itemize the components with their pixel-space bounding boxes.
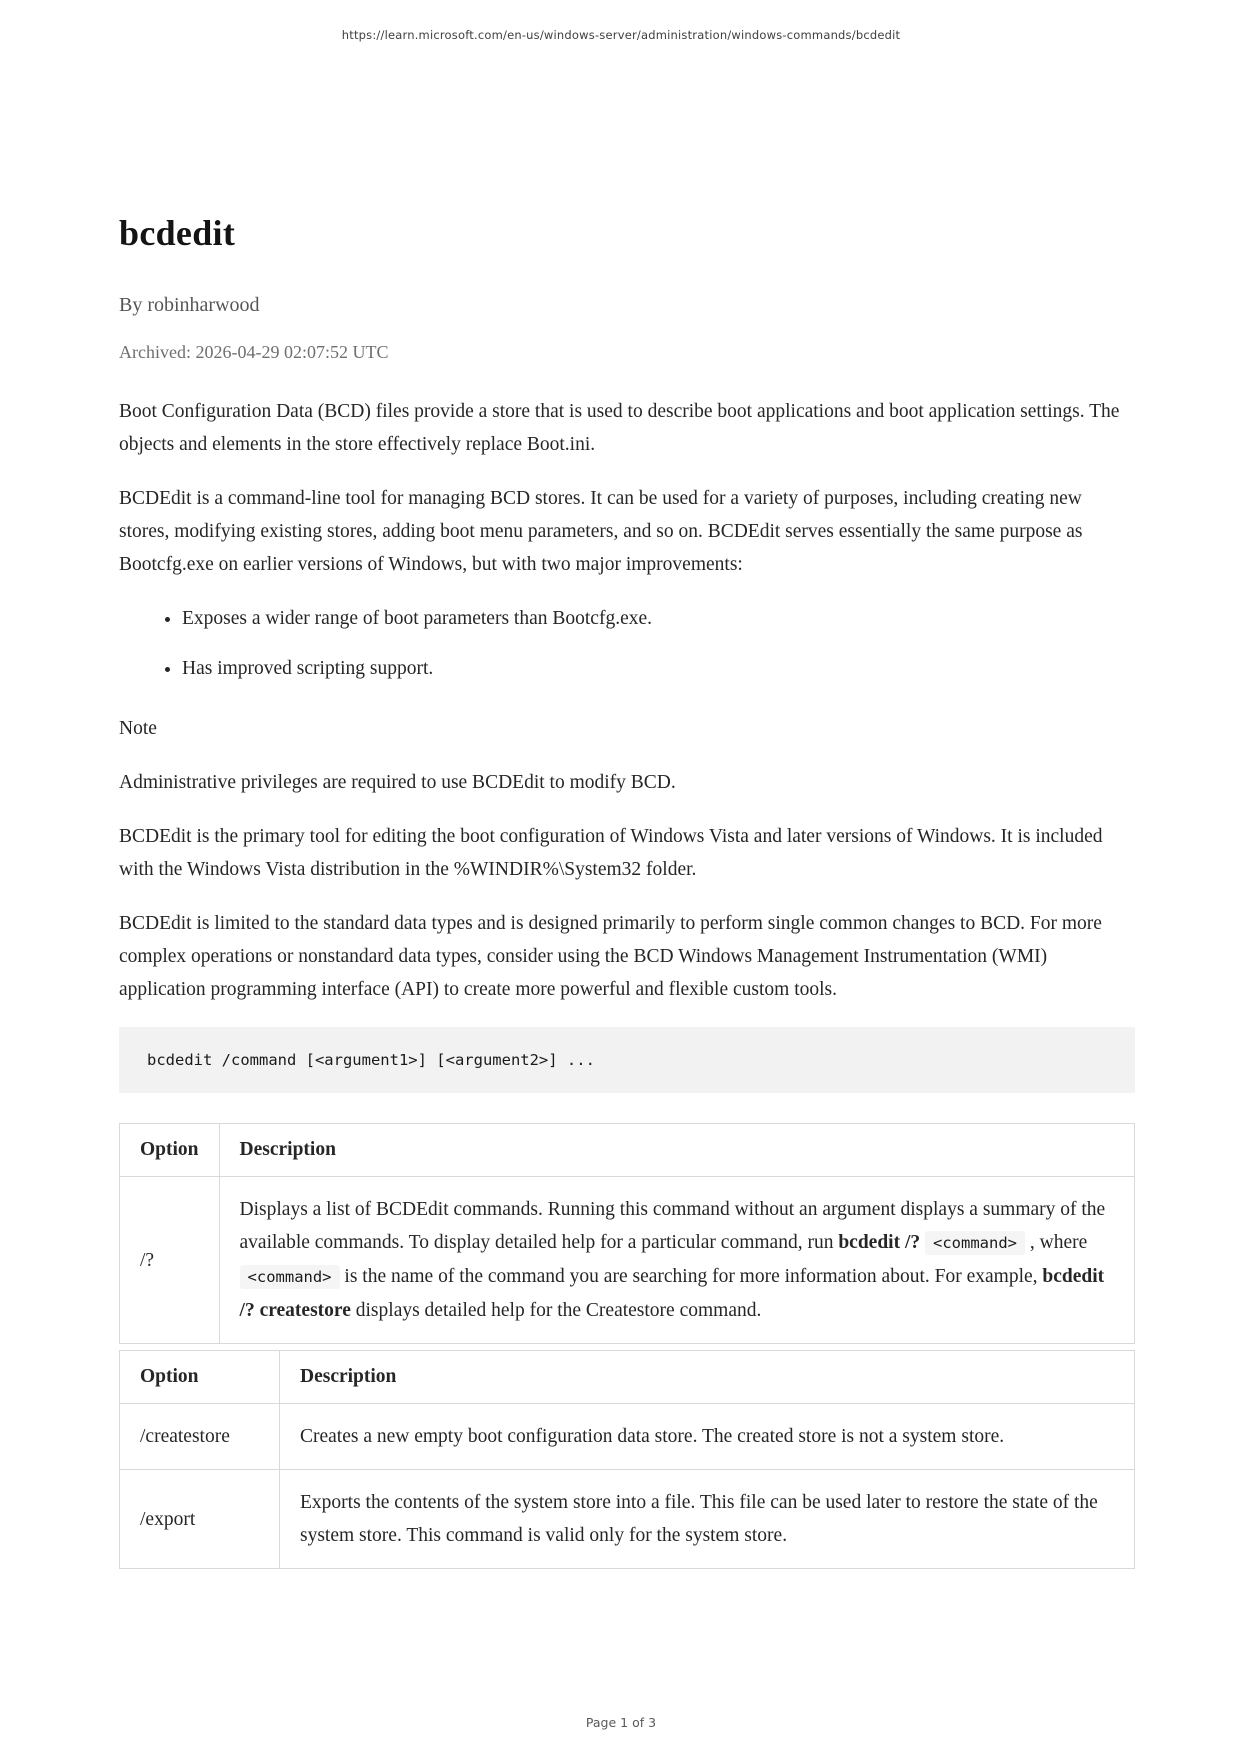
inline-code: <command>	[925, 1231, 1025, 1255]
table-header-row	[120, 1124, 1135, 1177]
table-header-row	[120, 1351, 1135, 1404]
list-item: • Exposes a wider range of boot parameters than Bootcfg.exe.	[182, 602, 1135, 635]
page-title: bcdedit	[119, 213, 236, 253]
description-cell: Displays a list of BCDEdit commands. Running this command without an argument displays a summary of the available commands. To display detailed help for a particular command, run bcdedit /? <command> , where <command> is the name of the command you are searching for more information about. For example, bcdedit /? createstore displays detailed help for the Createstore command.	[219, 1177, 1134, 1344]
description-cell: Creates a new empty boot configuration data store. The created store is not a system store.	[280, 1404, 1135, 1470]
description-cell: Exports the contents of the system store into a file. This file can be used later to restore the state of the system store. This command is valid only for the system store.	[280, 1470, 1135, 1569]
page-number-footer: Page 1 of 3	[585, 1715, 657, 1730]
author-byline: By robinharwood	[119, 294, 260, 316]
column-header-option: Option	[120, 1351, 280, 1404]
printed-url-header: https://learn.microsoft.com/en-us/windows-server/administration/windows-commands/bcdedit	[341, 28, 901, 42]
paragraph-bcdedit-overview: BCDEdit is a command-line tool for managing BCD stores. It can be used for a variety of purposes, including creating new stores, modifying existing stores, adding boot menu parameters, and so on. BCDEdit serves essentially the same purpose as Bootcfg.exe on earlier versions of Windows, but with two major improvements:	[119, 488, 1083, 575]
paragraph-admin-privileges: Administrative privileges are required to use BCDEdit to modify BCD.	[119, 772, 676, 793]
improvements-list	[119, 602, 1135, 685]
option-cell: /createstore	[120, 1404, 280, 1470]
column-header-description: Description	[219, 1124, 1134, 1177]
inline-code: <command>	[240, 1265, 340, 1289]
options-table-help	[119, 1123, 1135, 1344]
list-item: • Has improved scripting support.	[182, 652, 1135, 685]
table-row	[120, 1404, 1135, 1470]
note-label: Note	[119, 718, 157, 739]
options-table-commands	[119, 1350, 1135, 1569]
option-cell: /?	[120, 1177, 220, 1344]
option-cell: /export	[120, 1470, 280, 1569]
paragraph-limitations: BCDEdit is limited to the standard data types and is designed primarily to perform single common changes to BCD. For more complex operations or nonstandard data types, consider using the BCD Windows Management Instrumentation (WMI) application programming interface (API) to create more powerful and flexible custom tools.	[119, 913, 1102, 1000]
archived-timestamp: Archived: 2026-04-29 02:07:52 UTC	[119, 342, 389, 362]
document-body	[119, 213, 1135, 1569]
syntax-code-block: bcdedit /command [<argument1>] [<argument2>] ...	[119, 1027, 1135, 1093]
paragraph-primary-tool: BCDEdit is the primary tool for editing the boot configuration of Windows Vista and later versions of Windows. It is included with the Windows Vista distribution in the %WINDIR%\System32 folder.	[119, 826, 1103, 880]
table-row	[120, 1177, 1135, 1344]
column-header-option: Option	[120, 1124, 220, 1177]
paragraph-bcd-intro: Boot Configuration Data (BCD) files provide a store that is used to describe boot applications and boot application settings. The objects and elements in the store effectively replace Boot.ini.	[119, 401, 1120, 455]
table-row	[120, 1470, 1135, 1569]
column-header-description: Description	[280, 1351, 1135, 1404]
